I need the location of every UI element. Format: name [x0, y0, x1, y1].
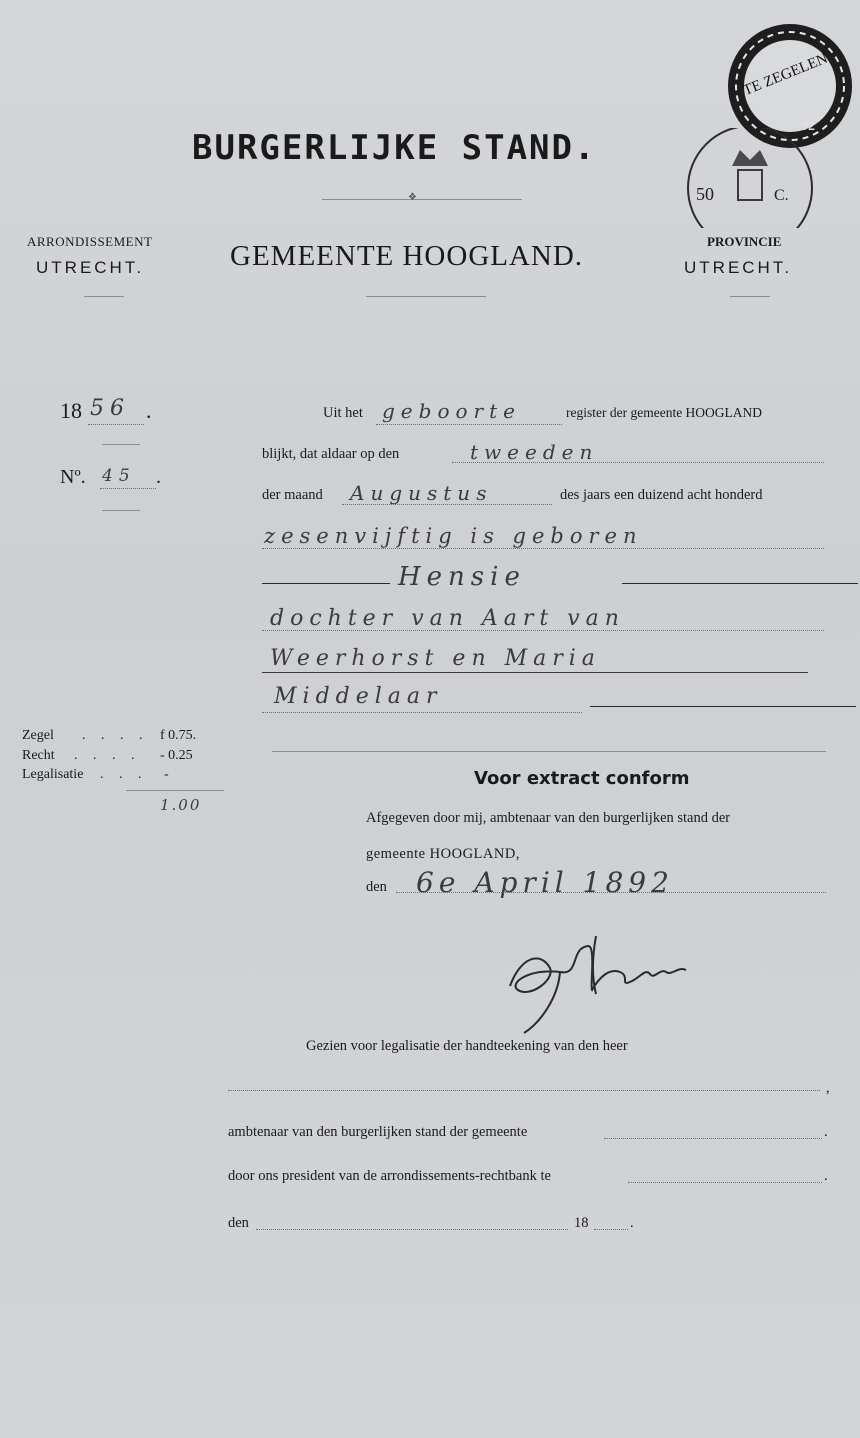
fill-line	[604, 1138, 822, 1139]
stamp-unit: C.	[774, 187, 789, 204]
stamp-amount: 50	[696, 184, 714, 204]
ornament-icon: ❖	[408, 192, 417, 203]
rule	[590, 706, 856, 707]
month-handwritten: Augustus	[350, 481, 493, 505]
fill-line	[452, 462, 824, 463]
number-handwritten: 45	[102, 466, 136, 486]
handwritten-line: Middelaar	[274, 684, 443, 709]
fill-line	[262, 548, 824, 549]
handwritten-line: Weerhorst en Maria	[270, 646, 601, 671]
rule	[272, 751, 826, 752]
fill-line	[256, 1229, 568, 1230]
handwritten-line: zesenvijftig is geboren	[264, 524, 643, 548]
fill-line	[342, 504, 552, 505]
register-suffix: register der gemeente HOOGLAND	[566, 405, 763, 420]
period: .	[824, 1124, 828, 1140]
legalisation-line: ambtenaar van den burgerlijken stand der gemeente	[228, 1124, 528, 1140]
fill-line	[594, 1229, 628, 1230]
number-dot: .	[156, 466, 161, 488]
comma: ,	[826, 1080, 830, 1096]
period: .	[824, 1168, 828, 1184]
extract-municipality: gemeente HOOGLAND,	[366, 846, 520, 862]
leader-dots: . . . .	[74, 748, 141, 763]
date-prefix: blijkt, dat aldaar op den	[262, 446, 400, 462]
handwritten-line: dochter van Aart van	[270, 606, 625, 631]
month-prefix: der maand	[262, 487, 323, 503]
registrar-signature	[500, 928, 700, 1038]
stamp-text: TE ZEGELEN	[740, 50, 831, 100]
divider	[84, 296, 124, 297]
divider	[102, 444, 140, 445]
fee-stamp-value: f 0.75.	[160, 728, 197, 743]
fill-line	[396, 892, 826, 893]
document-title: BURGERLIJKE STAND.	[192, 128, 597, 168]
year-words: des jaars een duizend acht honderd	[560, 487, 763, 503]
fill-line	[262, 712, 582, 713]
arrondissement-value: UTRECHT.	[36, 258, 145, 277]
province-value: UTRECHT.	[684, 258, 793, 277]
fee-legalisation-value: -	[164, 767, 169, 782]
rule	[262, 672, 808, 673]
arrondissement-label: ARRONDISSEMENT	[27, 234, 153, 249]
fee-right-value: - 0.25	[160, 748, 193, 763]
rule	[262, 583, 390, 584]
sum-line	[126, 790, 224, 791]
fee-legalisation-label: Legalisatie	[22, 767, 84, 782]
register-type-handwritten: geboorte	[382, 399, 521, 423]
year-line	[88, 424, 144, 425]
divider	[102, 510, 140, 511]
leader-dots: . . . .	[82, 728, 149, 743]
province-stamp	[686, 128, 818, 228]
year-prefix: 18	[60, 398, 82, 423]
register-prefix: Uit het	[323, 405, 363, 421]
day-handwritten: tweeden	[470, 440, 599, 464]
legalisation-line: Gezien voor legalisatie der handteekening van den heer	[306, 1038, 628, 1054]
period: .	[630, 1215, 634, 1231]
fee-total-handwritten: 1.00	[160, 796, 202, 814]
fill-line	[262, 630, 824, 631]
year-handwritten: 56	[90, 396, 130, 421]
extract-date-handwritten: 6e April 1892	[416, 866, 674, 899]
fill-line	[628, 1182, 822, 1183]
number-prefix: Nº.	[60, 466, 86, 488]
fee-stamp-label: Zegel	[22, 728, 54, 743]
municipality-heading: GEMEENTE HOOGLAND.	[230, 240, 584, 272]
leader-dots: . . .	[100, 767, 148, 782]
stamp-year: 92	[801, 119, 815, 134]
extract-date-prefix: den	[366, 879, 387, 895]
number-line	[100, 488, 156, 489]
legalisation-line: door ons president van de arrondissements-rechtbank te	[228, 1168, 551, 1184]
year-dot: .	[146, 398, 152, 423]
divider	[366, 296, 486, 297]
province-label: PROVINCIE	[707, 234, 782, 249]
legalisation-date-prefix: den	[228, 1215, 249, 1231]
extract-heading: Voor extract conform	[474, 768, 690, 789]
divider	[730, 296, 770, 297]
title-ornament	[322, 199, 522, 200]
legalisation-date-century: 18	[574, 1215, 589, 1231]
rule	[622, 583, 858, 584]
fill-line	[228, 1090, 820, 1091]
fee-right-label: Recht	[22, 748, 55, 763]
child-name-handwritten: Hensie	[398, 562, 526, 592]
extract-line: Afgegeven door mij, ambtenaar van den burgerlijken stand der	[366, 810, 731, 826]
fill-line	[376, 424, 562, 425]
